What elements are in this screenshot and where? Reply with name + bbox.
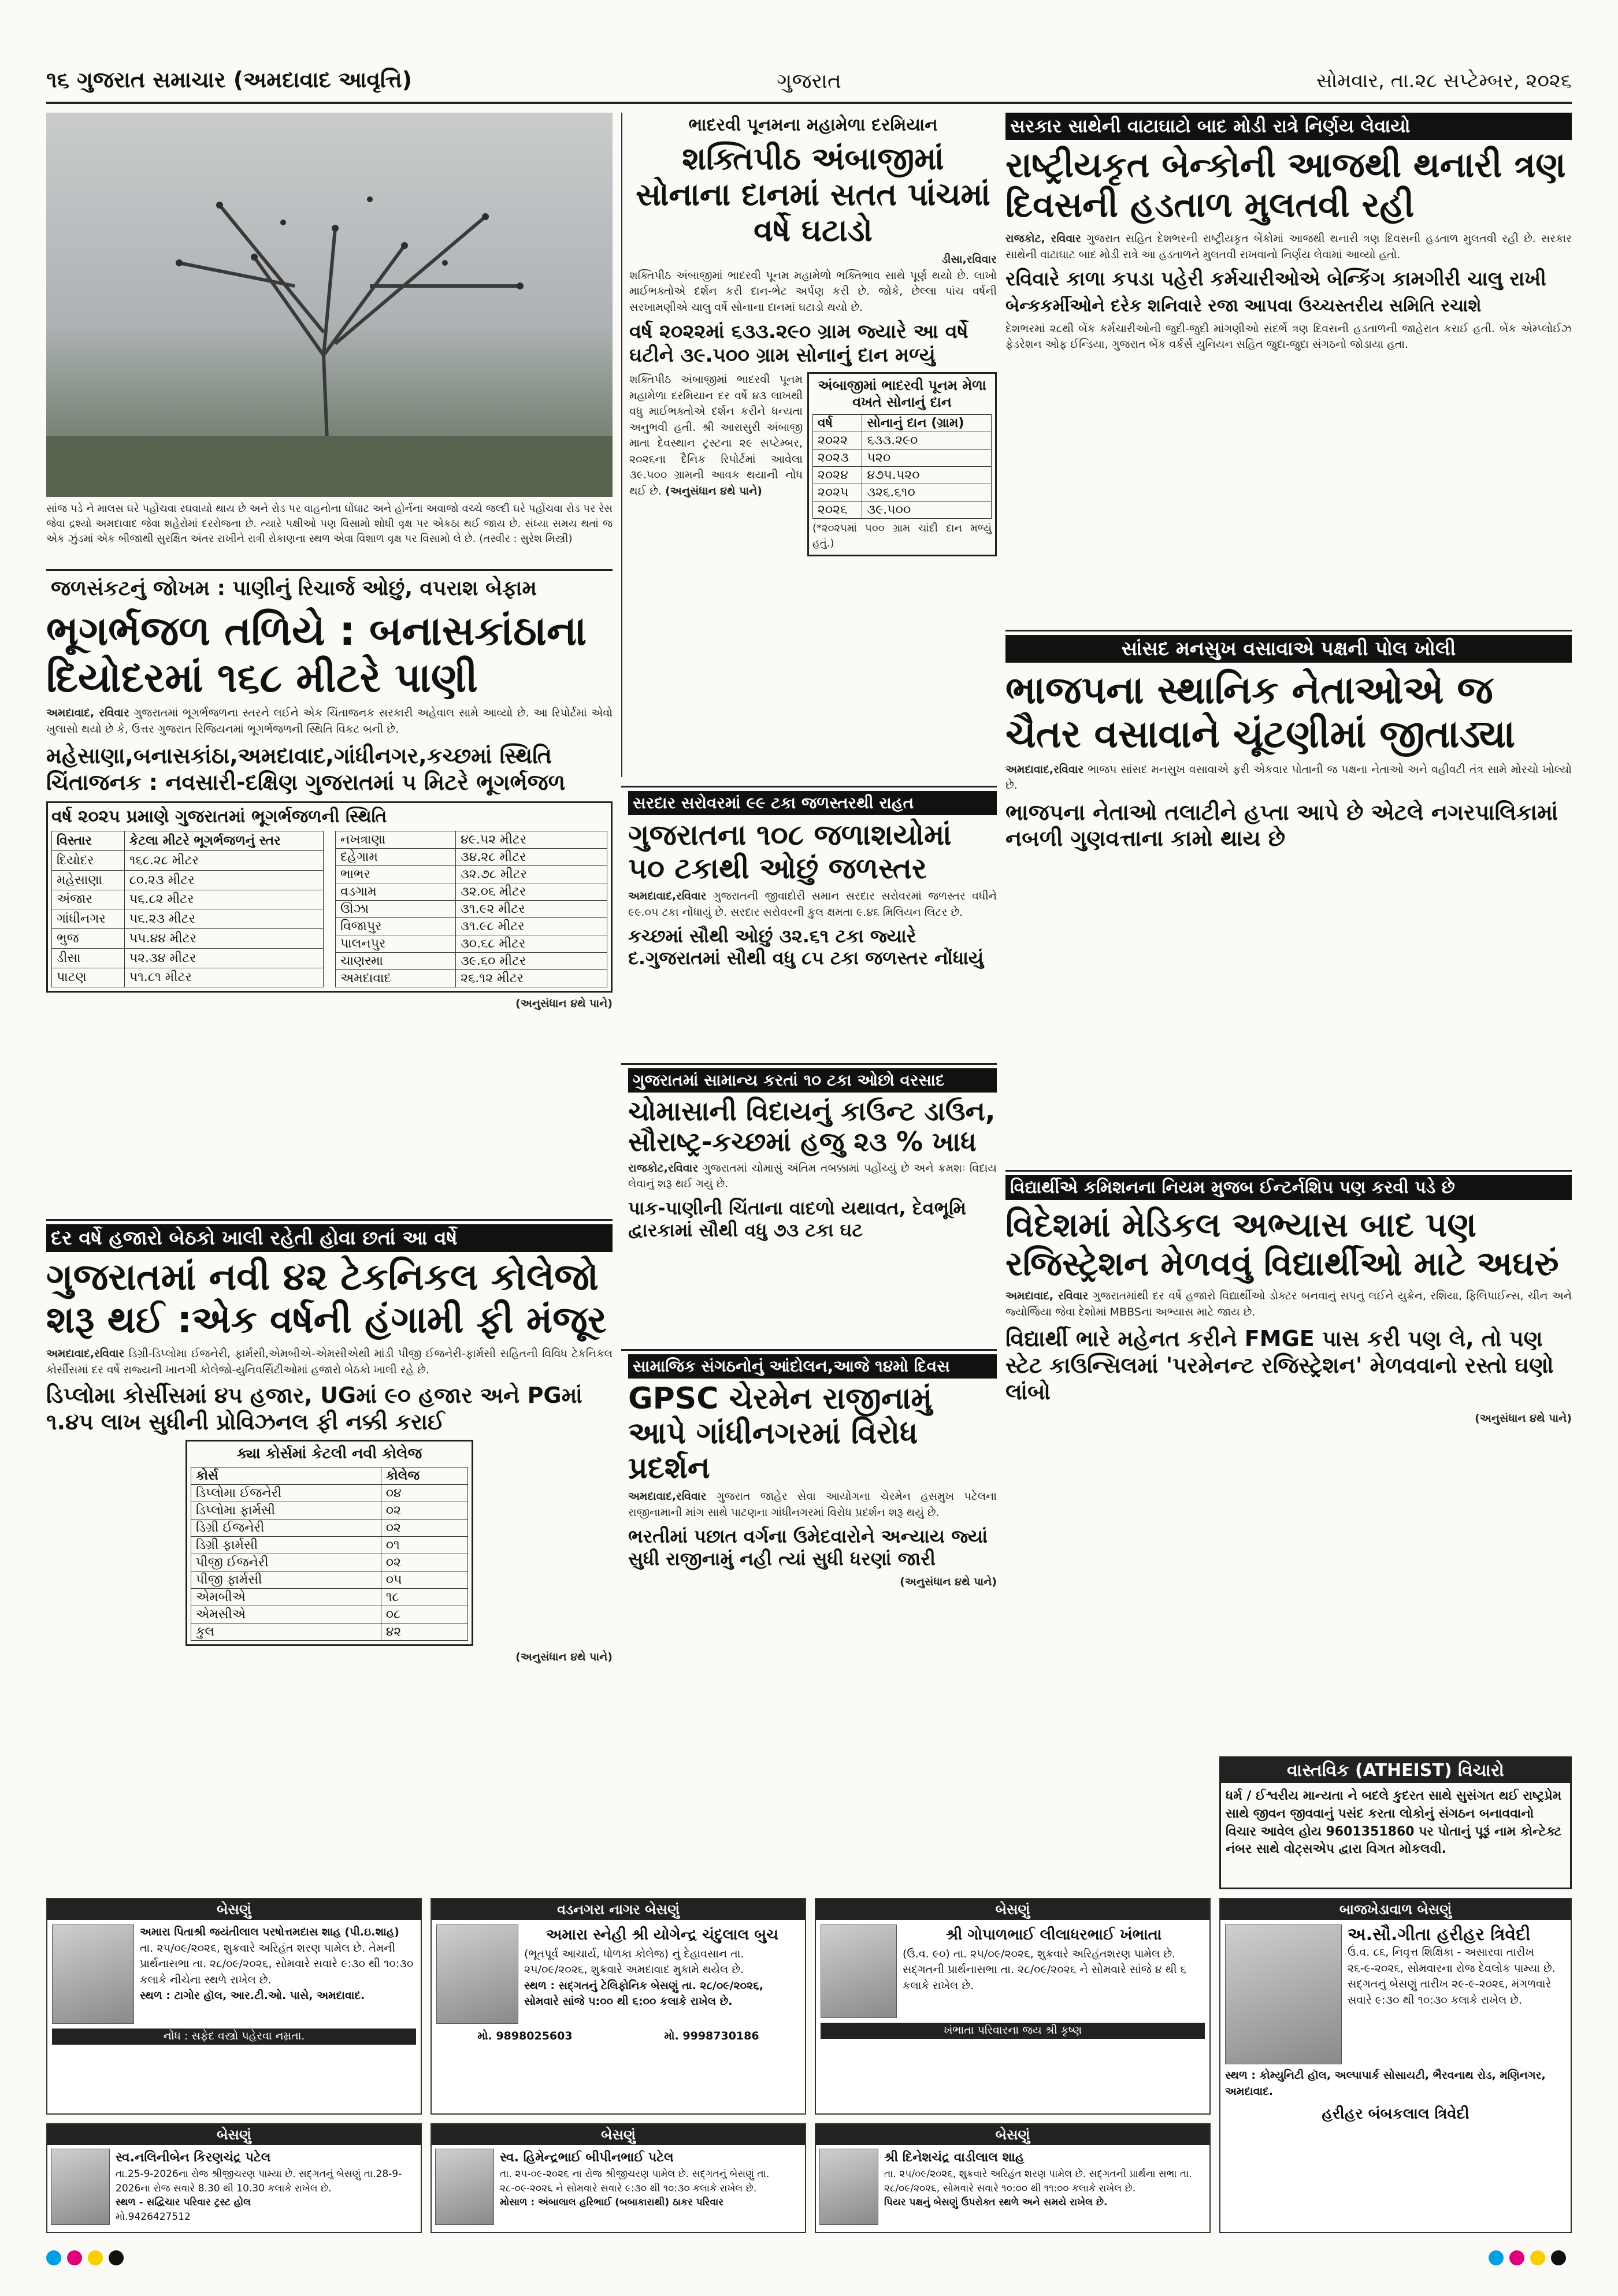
- sardar-body: અમદાવાદ,રવિવાર ગુજરાતની જીવાદોરી સમાન સરદાર સરોવરમાં જળસ્તર વધીને ૯૯.૦૫ ટકા નોંધાયું છે. સરદાર સરોવરની કુલ ક્ષમતા ૯.૪૬ મિલિયન લિટર છે.: [628, 890, 997, 919]
- colleges-table: ક્યા કોર્સમાં કેટલી નવી કોલેજ કોર્સ કોલેજ ડિપ્લોમા ઈજનેરી ૦૪ ડિપ્લોમા ફાર્મસી ૦૨ ડિગ્રી ઈજનેરી ૦૨ ડિગ્રી ફાર્મસી ૦૧ પીજી ઈજનેરી ૦૨ પીજી ફાર્મસી ૦૫ એમબીએ ૧૮ એમસીએ ૦૮ કુલ ૪૨: [185, 1440, 473, 1645]
- groundwater-table: વર્ષ ૨૦૨૫ પ્રમાણે ગુજરાતમાં ભૂગર્ભજળની સ્થિતિ વિસ્તાર કેટલા મીટરે ભૂગર્ભજળનું સ્તર દિયોદર ૧૬૮.૨૮ મીટર મહેસાણા ૮૦.૨૩ મીટર અંજાર ૫૬.૮૨ મીટર ગાંધીનગર ૫૬.૨૩ મીટર ભુજ ૫૫.૪૪ મીટર ડીસા ૫૨.૩૪ મીટર પાટણ ૫૧.૮૧ મીટર નખત્રાણા ૪૯.૫૨ મીટર દહેગામ ૩૪.૨૮ મીટર ભાભર ૩૨.૭૮ મીટર વડગામ ૩૨.૦૬ મીટર ઊંઝા ૩૧.૯૨ મીટર વિજાપુર ૩૧.૯૮ મીટર પાલનપુર ૩૦.૬૮ મીટર ચાણસ્મા ૩૯.૬૦ મીટર અમદાવાદ ૨૬.૧૨ મીટર: [46, 801, 613, 993]
- portrait-photo-3: [821, 1925, 897, 2018]
- groundwater-table-right: નખત્રાણા ૪૯.૫૨ મીટર દહેગામ ૩૪.૨૮ મીટર ભાભર ૩૨.૭૮ મીટર વડગામ ૩૨.૦૬ મીટર ઊંઝા ૩૧.૯૨ મીટર વિજાપુર ૩૧.૯૮ મીટર પાલનપુર ૩૦.૬૮ મીટર ચાણસ્મા ૩૯.૬૦ મીટર અમદાવાદ ૨૬.૧૨ મીટર: [335, 831, 607, 987]
- colleges-body: અમદાવાદ,રવિવાર ડિગ્રી-ડિપ્લોમા ઈજનેરી, ફાર્મસી,એમબીએ-એમસીએથી માંડી પીજી ઈજનેરી-ફાર્મસી સહિતની વિવિધ ટેકનિકલ કોર્સીસમાં દર વર્ષે રાજ્યની ખાનગી કોલેજો-યુનિવર્સિટીઓમાં હજારો બેઠકો ખાલી રહે છે.: [46, 1347, 613, 1376]
- ad-besnu-1: બેસણું અમારા પિતાશ્રી જયંતીલાલ પરષોત્તમદાસ શાહ (પી.ઇ.શાહ) તા. ૨૫/૦૯/૨૦૨૬, શુક્રવારે અરિહંત શરણ પામેલ છે. તેમની પ્રાર્થનાસભા તા. ૨૮/૦૯/૨૦૨૬, સોમવારે સવારે ૯:૩૦ થી ૧૦:૩૦ કલાકે નીચેના સ્થળે રાખેલ છે. સ્થળ : ટાગોર હૉલ, આર.ટી.ઓ. પાસે, અમદાવાદ. નોંધ : સફેદ વસ્ત્રો પહેરવા નમ્રતા.: [46, 1898, 422, 2115]
- rain-kicker: ગુજરાતમાં સામાન્ય કરતાં ૧૦ ટકા ઓછો વરસાદ: [628, 1068, 997, 1093]
- ad-besnu-6: બેસણું સ્વ. હિમેન્દ્રભાઈ બીપીનભાઈ પટેલ તા. ૨૫-૦૯-૨૦૨૬ ના રોજ શ્રીજીચરણ પામેલ છે. સદ્ગતનું બેસણું તા. ૨૮-૦૯-૨૦૨૬ ને સોમવારે સવારે ૯:૩૦ થી ૧૦:૩૦ કલાકે રાખેલ છે. મોસાળ : અંબાલાલ હરિભાઈ (બબાકારાથી) ઠાકર પરિવાર: [431, 2123, 806, 2233]
- ad-besnu-7: બેસણું શ્રી દિનેશચંદ્ર વાડીલાલ શાહ તા. ૨૫/૦૯/૨૦૨૬, શુક્રવારે અરિહંત શરણ પામેલ છે. સદ્ગતની પ્રાર્થના સભા તા. ૨૮/૦૯/૨૦૨૬, સોમવારે સવારે ૧૦:૦૦ થી ૧૧:૦૦ કલાકે રાખેલ છે. પિયર પક્ષનું બેસણું ઉપરોક્ત સ્થળે અને સમયે રાખેલ છે.: [815, 2123, 1211, 2233]
- gpsc-body: અમદાવાદ,રવિવાર ગુજરાત જાહેર સેવા આયોગના ચેરમેન હસમુખ પટેલના રાજીનામાની માંગ સાથે પાટણના ગાંધીનગરમાં વિરોધ પ્રદર્શન શરૂ થયું છે.: [628, 1490, 997, 1519]
- banks-sub1: રવિવારે કાળા કપડા પહેરી કર્મચારીઓએ બેન્કિંગ કામગીરી ચાલુ રાખી: [1005, 268, 1546, 291]
- portrait-photo-7: [819, 2149, 878, 2225]
- groundwater-article: [46, 569, 613, 1210]
- banks-sub2: બેન્કકર્મીઓને દરેક શનિવારે રજા આપવા ઉચ્ચસ્તરીય સમિતિ રચાશે: [1005, 295, 1482, 316]
- photo-caption: સાંજ પડે ને માલસ ઘરે પહોંચવા રઘવાયો થાય છે અને રોડ પર વાહનોના ઘોંઘાટ અને હોર્નના અવાજો વચ્ચે જલ્દી ઘરે પહોંચવા રોડ પર રેસ જેવા દ્રશ્યો અમદાવાદ જેવા શહેરોમાં દરરોજના છે. ત્યારે પક્ષીઓ પણ વિસામો શોધી વૃક્ષ પર એકઠા થઈ જાય છે. સંધ્યા સમય થતાં જ એક ઝુંડમાં એક બીજાથી સુરક્ષિત અંતર રાખીને રાત્રી રોકાણના સ્થળ એવા વિશાળ વૃક્ષ પર વિસામો લે છે. (તસ્વીર : સુરેશ મિસ્ત્રી): [46, 503, 613, 545]
- mp-kicker: સાંસદ મનસુખ વસાવાએ પક્ષની પોલ ખોલી: [1005, 635, 1572, 663]
- sardar-article: [621, 786, 997, 1057]
- ambaji-gold-table: અંબાજીમાં ભાદરવી પૂનમ મેળા વખતે સોનાનું દાન વર્ષ સોનાનું દાન (ગ્રામ) ૨૦૨૨ ૬૩૩.૨૯૦ ૨૦૨૩ ૫૨૦ ૨૦૨૪ ૪૭૫.૫૨૦ ૨૦૨૫ ૩૨૬.૬૧૦ ૨૦૨૬ ૩૯.૫૦૦ (*૨૦૨૫માં ૫૦૦ ગ્રામ ચાંદી દાન મળ્યું હતું.): [807, 372, 997, 556]
- ad-besnu-2: વડનગરા નાગર બેસણું અમારા સ્નેહી શ્રી યોગેન્દ્ર ચંદુલાલ બુચ (ભૂતપૂર્વ આચાર્ય, ધોળકા કોલેજ) નું દેહાવસાન તા. ૨૫/૦૯/૨૦૨૬, શુક્રવારે અમદાવાદ મુકામે થયેલ છે. સ્થળ : સદ્ગતનું ટેલિફોનિક બેસણું તા. ૨૮/૦૯/૨૦૨૬, સોમવારે સાંજે ૫:૦૦ થી ૬:૦૦ કલાકે રાખેલ છે. મો. 9898025603 મો. 9998730186: [431, 1898, 806, 2115]
- banks-article: [1005, 113, 1572, 497]
- medical-sub: વિદ્યાર્થી ભારે મહેનત કરીને FMGE પાસ કરી પણ લે, તો પણ સ્ટેટ કાઉન્સિલમાં 'પરમેનન્ટ રજિસ્ટ્રેશન' મેળવવાનો રસ્તો ઘણો લાંબો: [1005, 1326, 1554, 1405]
- gpsc-sub: ભરતીમાં પછાત વર્ગના ઉમેદવારોને અન્યાય જ્યાં સુધી રાજીનામું નહી ત્યાં સુધી ધરણાં જારી: [628, 1525, 988, 1570]
- colleges-article: [46, 1219, 613, 1883]
- sardar-headline: ગુજરાતના ૧૦૮ જળાશયોમાં ૫૦ ટકાથી ઓછું જળસ્તર: [628, 818, 952, 885]
- banks-body2: દેશભરમાં ૨૮થી બેંક કર્મચારીઓની જુદી-જુદી માંગણીઓ સંદર્ભે ત્રણ દિવસની હડતાળની જાહેરાત કરાઈ હતી. બેંક એમ્પ્લોઈઝ ફેડરેશન ઓફ ઈન્ડિયા, ગુજરાત બેંક વર્કર્સ યુનિયન સહિત જુદા-જુદા સંગઠનો જોડાયા હતા.: [1005, 322, 1572, 351]
- ambaji-body: શક્તિપીઠ અંબાજીમાં ભાદરવી પૂનમ મહામેળો ભક્તિભાવ સાથે પૂર્ણ થયો છે. લાખો માઈભક્તોએ દર્શન કરી દાન-ભેટ અર્પણ કરી છે. જોકે, છેલ્લા પાંચ વર્ષની સરખામણીએ ચાલુ વર્ષે સોનાના દાનમાં ઘટાડો થયો છે.: [629, 269, 997, 314]
- mp-headline: ભાજપના સ્થાનિક નેતાઓએ જ ચૈતર વસાવાને ચૂંટણીમાં જીતાડ્યા: [1005, 668, 1516, 756]
- portrait-photo-5: [51, 2149, 110, 2225]
- sardar-sub: કચ્છમાં સૌથી ઓછું ૩૨.૬૧ ટકા જ્યારે દ.ગુજરાતમાં સૌથી વધુ ૮૫ ટકા જળસ્તર નોંધાયું: [628, 925, 984, 969]
- page-header: [46, 64, 1572, 104]
- banks-kicker: સરકાર સાથેની વાટાઘાટો બાદ મોડી રાત્રે નિર્ણય લેવાયો: [1005, 113, 1572, 140]
- tree-illustration: [46, 113, 613, 497]
- colleges-sub: ડિપ્લોમા કોર્સીસમાં ૪૫ હજાર, UGમાં ૯૦ હજાર અને PGમાં ૧.૪૫ લાખ સુધીની પ્રોવિઝનલ ફી નક્કી કરાઈ: [46, 1383, 582, 1435]
- medical-body: અમદાવાદ, રવિવાર ગુજરાતમાંથી દર વર્ષે હજારો વિદ્યાર્થીઓ ડોક્ટર બનવાનું સપનું લઈને યુક્રેન, રશિયા, ફિલિપાઈન્સ, ચીન અને જ્યોર્જિયા જેવા દેશોમાં MBBSના અભ્યાસ માટે જાય છે.: [1005, 1290, 1572, 1318]
- ambaji-table: વર્ષ સોનાનું દાન (ગ્રામ) ૨૦૨૨ ૬૩૩.૨૯૦ ૨૦૨૩ ૫૨૦ ૨૦૨૪ ૪૭૫.૫૨૦ ૨૦૨૫ ૩૨૬.૬૧૦ ૨૦૨૬ ૩૯.૫૦૦: [812, 414, 992, 519]
- banks-body: રાજકોટ, રવિવાર ગુજરાત સહિત દેશભરની રાષ્ટ્રીયકૃત બેંકોમાં આજથી થનારી ત્રણ દિવસની હડતાળ મુલતવી રહી છે. સરકાર સાથેની વાટાઘાટ બાદ મોડી રાત્રે આ હડતાળને મુલતવી રાખવાનો નિર્ણય લેવામાં આવ્યો હતો.: [1005, 232, 1572, 261]
- rain-headline: ચોમાસાની વિદાયનું કાઉન્ટ ડાઉન, સૌરાષ્ટ્ર-કચ્છમાં હજુ ૨૩ % ખાધ: [628, 1095, 996, 1157]
- gpsc-headline: GPSC ચેરમેન રાજીનામું આપે ગાંધીનગરમાં વિરોધ પ્રદર્શન: [628, 1381, 933, 1485]
- groundwater-more: (અનુસંધાન ૪થે પાને): [515, 997, 613, 1010]
- atheist-title: વાસ્તવિક (ATHEIST) વિચારો: [1221, 1758, 1570, 1783]
- ambaji-headline: શક્તિપીઠ અંબાજીમાં સોનાના દાનમાં સતત પાંચમાં વર્ષે ઘટાડો: [636, 140, 990, 249]
- ambaji-article: [621, 113, 997, 777]
- groundwater-sub: મહેસાણા,બનાસકાંઠા,અમદાવાદ,ગાંધીનગર,કચ્છમાં સ્થિતિ ચિંતાજનક : નવસારી-દક્ષિણ ગુજરાતમાં ૫ મિટરે ભૂગર્ભજળ: [46, 743, 566, 795]
- rain-body: રાજકોટ,રવિવાર ગુજરાતમાં ચોમાસું અંતિમ તબક્કામાં પહોંચ્યું છે અને ક્રમશઃ વિદાય લેવાનું શરૂ થઈ ગયું છે.: [628, 1161, 997, 1191]
- print-registration-marks: [46, 2250, 1572, 2273]
- atheist-box: [1219, 1756, 1572, 1889]
- groundwater-headline: ભૂગર્ભજળ તળિયે : બનાસકાંઠાના દિયોદરમાં ૧૬૮ મીટરે પાણી: [46, 607, 587, 701]
- groundwater-table-left: વિસ્તાર કેટલા મીટરે ભૂગર્ભજળનું સ્તર દિયોદર ૧૬૮.૨૮ મીટર મહેસાણા ૮૦.૨૩ મીટર અંજાર ૫૬.૮૨ મીટર ગાંધીનગર ૫૬.૨૩ મીટર ભુજ ૫૫.૪૪ મીટર ડીસા ૫૨.૩૪ મીટર પાટણ ૫૧.૮૧ મીટર: [51, 831, 324, 987]
- sardar-kicker: સરદાર સરોવરમાં ૯૯ ટકા જળસ્તરથી રાહત: [628, 791, 997, 815]
- colleges-table-grid: કોર્સ કોલેજ ડિપ્લોમા ઈજનેરી ૦૪ ડિપ્લોમા ફાર્મસી ૦૨ ડિગ્રી ઈજનેરી ૦૨ ડિગ્રી ફાર્મસી ૦૧ પીજી ઈજનેરી ૦૨ પીજી ફાર્મસી ૦૫ એમબીએ ૧૮ એમસીએ ૦૮ કુલ ૪૨: [191, 1467, 468, 1641]
- portrait-photo-4: [1225, 1925, 1342, 2064]
- ad-besnu-3: બેસણું શ્રી ગોપાળભાઈ લીલાધરભાઈ ખંભાતા (ઉ.વ. ૯૦) તા. ૨૫/૦૯/૨૦૨૬, શુક્રવારે અરિહંતશરણ પામેલ છે. સદ્ગતની પ્રાર્થનાસભા તા. ૨૮/૦૯/૨૦૨૬ ને સોમવારે સાંજે ૪ થી ૬ કલાકે રાખેલ છે. ખંભાતા પરિવારના જય શ્રી કૃષ્ણ: [815, 1898, 1211, 2115]
- ad-besnu-5: બેસણું સ્વ.નલિનીબેન કિરણચંદ્ર પટેલ તા.25-9-2026ના રોજ શ્રીજીચરણ પામ્યા છે. સદ્ગતનું બેસણું તા.28-9-2026ના રોજ સવારે 8.30 થી 10.30 કલાકે રાખેલ છે. સ્થળ - સદ્વિચાર પરિવાર ટ્રસ્ટ હોલ મો.9426427512: [46, 2123, 422, 2233]
- ambaji-sub: વર્ષ ૨૦૨૨માં ૬૩૩.૨૯૦ ગ્રામ જ્યારે આ વર્ષે ઘટીને ૩૯.૫૦૦ ગ્રામ સોનાનું દાન મળ્યું: [629, 320, 968, 367]
- mp-article: [1005, 630, 1572, 1161]
- gpsc-kicker: સામાજિક સંગઠનોનું આંદોલન,આજે ૧૪મો દિવસ: [628, 1354, 997, 1379]
- bird-tree-photo: [46, 113, 613, 497]
- portrait-photo-6: [435, 2149, 494, 2225]
- groundwater-kicker: જળસંકટનું જોખમ : પાણીનું રિચાર્જ ઓછું, વપરાશ બેફામ: [51, 577, 537, 600]
- portrait-photo-2: [436, 1925, 518, 2024]
- ambaji-body2: શક્તિપીઠ અંબાજીમાં ભાદરવી પૂનમ મહામેળા દરમિયાન દર વર્ષે ૪૩ લાખથી વધુ માઈભક્તોએ દર્શન કરીને ધન્યતા અનુભવી હતી. શ્રી આરાસુરી અંબાજી માતા દેવસ્થાન ટ્રસ્ટના ૨૯ સપ્ટેમ્બર, ૨૦૨૬ના દૈનિક રિપોર્ટમાં આવેલા ૩૯.૫૦૦ ગ્રામની આવક થયાની નોંધ થઈ છે. (અનુસંધાન ૪થે પાને): [629, 373, 803, 497]
- gpsc-more: (અનુસંધાન ૪થે પાને): [900, 1576, 997, 1589]
- gpsc-article: [621, 1349, 997, 1881]
- masthead: ૧૬ ગુજરાત સમાચાર (અમદાવાદ આવૃત્તિ): [46, 67, 412, 92]
- colleges-headline: ગુજરાતમાં નવી ૪૨ ટેકનિકલ કોલેજો શરૂ થઈ :એક વર્ષની હંગામી ફી મંજૂર: [46, 1256, 607, 1342]
- colleges-kicker: દર વર્ષે હજારો બેઠકો ખાલી રહેતી હોવા છતાં આ વર્ષે: [46, 1224, 613, 1252]
- section-name: ગુજરાત: [777, 69, 841, 93]
- medical-headline: વિદેશમાં મેડિકલ અભ્યાસ બાદ પણ રજિસ્ટ્રેશન મેળવવું વિદ્યાર્થીઓ માટે અઘરું: [1005, 1205, 1559, 1283]
- mp-sub: ભાજપના નેતાઓ તલાટીને હપ્તા આપે છે એટલે નગરપાલિકામાં નબળી ગુણવત્તાના કામો થાય છે: [1005, 799, 1558, 852]
- atheist-text: ધર્મ / ઈશ્વરીય માન્યતા ને બદલે કુદરત સાથે સુસંગત થઈ રાષ્ટ્રપ્રેમ સાથે જીવન જીવવાનું પસંદ કરતા લોકોનું સંગઠન બનાવવાનો વિચાર આવેલ હોય 9601351860 પર પોતાનું પૂરૂં નામ કોન્ટેક્ટ નંબર સાથે વોટ્સએપ દ્વારા વિગત મોકલવી.: [1226, 1789, 1562, 1857]
- ad-besnu-4: બાજખેડાવાળ બેસણું અ.સૌ.ગીતા હરીહર ત્રિવેદી ઉં.વ. ૮૬, નિવૃત્ત શિક્ષિકા - અસારવા તારીખ ૨૬-૯-૨૦૨૬, સોમવારના રોજ દેવલોક પામ્યા છે. સદ્ગતનું બેસણું તારીખ ૨૯-૯-૨૦૨૬, મંગળવારે સવારે ૯:૩૦ થી ૧૦:૩૦ કલાકે રાખેલ છે. સ્થળ : કોમ્યુનિટી હૉલ, અલ્પાપાર્ક સોસાયટી, ભૈરવનાથ રોડ, મણિનગર, અમદાવાદ. હરીહર બંબકલાલ ત્રિવેદી: [1219, 1898, 1572, 2233]
- medical-kicker: વિદ્યાર્થીએ કમિશનના નિયમ મુજબ ઈન્ટર્નશિપ પણ કરવી પડે છે: [1005, 1175, 1572, 1200]
- groundwater-body: અમદાવાદ, રવિવાર ગુજરાતમાં ભૂગર્ભજળના સ્તરને લઈને એક ચિંતાજનક સરકારી અહેવાલ સામે આવ્યો છે. આ રિપોર્ટમાં એવો ખુલાસો થયો છે કે, ઉત્તર ગુજરાત રિજિયનમાં ભૂગર્ભજળની સ્થિતિ વિકટ બની છે.: [46, 707, 613, 735]
- page-date: સોમવાર, તા.૨૮ સપ્ટેમ્બર, ૨૦૨૬: [1316, 69, 1572, 92]
- colleges-more: (અનુસંધાન ૪થે પાને): [515, 1650, 613, 1663]
- ambaji-kicker: ભાદરવી પૂનમના મહામેળા દરમિયાન: [688, 115, 938, 135]
- banks-headline: રાષ્ટ્રીયકૃત બેન્કોની આજથી થનારી ત્રણ દિવસની હડતાળ મુલતવી રહી: [1005, 145, 1566, 225]
- color-dots-right: [1489, 2250, 1572, 2273]
- portrait-photo-1: [52, 1925, 134, 2024]
- rain-article: [621, 1063, 997, 1340]
- rain-sub: પાક-પાણીની ચિંતાના વાદળો યથાવત, દેવભૂમિ દ્વારકામાં સૌથી વધુ ૭૩ ટકા ઘટ: [628, 1197, 967, 1242]
- mp-body: અમદાવાદ,રવિવાર ભાજપ સાંસદ મનસુખ વસાવાએ ફરી એકવાર પોતાની જ પક્ષના નેતાઓ અને વહીવટી તંત્ર સામે મોરચો ખોલ્યો છે.: [1005, 763, 1572, 792]
- medical-more: (અનુસંધાન ૪થે પાને): [1475, 1412, 1572, 1425]
- ambaji-dateline: ડીસા,રવિવાર: [941, 253, 997, 266]
- medical-article: [1005, 1170, 1572, 1748]
- color-dots-left: [46, 2250, 129, 2273]
